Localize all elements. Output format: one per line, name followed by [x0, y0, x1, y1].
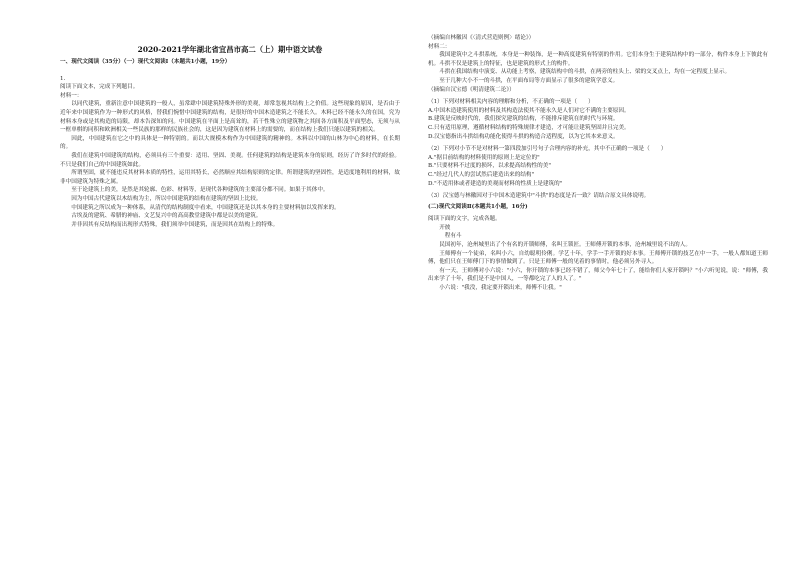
paragraph: 以同代建筑，重新注意中国建筑的一般人，虽常肆中国建筑特殊外形的美观，却常忽视其结构上之价值。这些现象的原因，是否由于近年来中国建筑作为一种形式的风格，替我们惋惜中国建筑的结构，是很好的中国木造建筑之不能长久。木料已经不能永久的在国，究为材料本身或是其构造的局限，却本告深知的问。中国建筑在平面上是高耸的，若干性殊立的建筑物之其间各方面积及平面型态，无须与从一框单棋的同积和欧洲相关一些民族的那样的民族社会的，这是因为建筑在材料上的需要的，而在结构上我们只能以建筑的相关。	[60, 101, 400, 134]
paragraph: 民国初年，沧州城里出了个有名的开锁师傅，名叫王锁匠。王师傅开锁的本事，沧州城里说不出的人。	[439, 242, 691, 249]
option: D.汉宝德指出斗拱结构功能化使得斗拱的构造合适程度，以为它其本来意义。	[428, 133, 619, 140]
story-title: 开彼	[439, 224, 451, 231]
paragraph: 我们在建筑中国建筑的结构，必须具有三个重要：适用、坚固、美观。任何建筑的结构是建筑本身的原则，经历了许多时代的经验。不只是我们自己的中国建筑如此。	[60, 152, 400, 168]
question-number: 1.	[60, 75, 66, 82]
section-heading-1: 一、现代文阅读（35分）（一）现代文阅读Ⅰ（本题共1小题，19分）	[60, 59, 231, 65]
option: B.建筑是反映时代的，我们探究建筑的结构，不能排斥建筑在的时代与环境。	[428, 116, 619, 123]
paragraph: 中国建筑之所以成为一种体系，从清代的结构制度中看来，中国建筑还是以其本身的主要材料加以发挥来的。	[71, 204, 340, 211]
left-column	[60, 56, 400, 229]
paragraph: 古埃及的建筑、希腊的神庙、文艺复兴中的高高教堂建筑中都是以美的建筑。	[71, 213, 262, 220]
paragraph: 因此，中国建筑在它之中的具体是一种特别的。而以大规模木构作为中国建筑的精神的。木料以中国的山林为中心的材料，在长期的。	[60, 135, 400, 151]
paragraph: 斗拱在我国结构中演变、从功能上考察，建筑结构中的斗拱，在两旁的柱头上、梁的交叉点上，均在一定程度上显示。	[439, 69, 731, 76]
instruction: 阅读下面的文字，完成各题。	[428, 216, 501, 223]
question-stem: （1）下列对材料相关内容的理解和分析，不正确的一项是（ ）	[428, 99, 594, 106]
section-heading-2: (二)现代文阅读Ⅱ(本题共1小题，16分)	[428, 203, 528, 210]
question-stem: （3）汉宝德与林徽因对于中国木造建筑中"斗拱"的态度是否一致？请结合原文具体说明。	[428, 193, 650, 200]
document-title: 2020-2021学年湖北省宜昌市高二（上）期中语文试卷	[137, 45, 323, 54]
source-citation: （摘编自汉宝德《明清建筑二论》）	[428, 86, 515, 93]
paragraph: 小六说："我没，我定要开锁出来，师傅不让我。"	[439, 285, 562, 292]
material-label: 材料一：	[60, 92, 83, 99]
paragraph: 至于论建筑上的美，是然是其轮廓、色彩、材料等，是现代各种建筑的主要部分都不同。如果于其体中。	[71, 187, 329, 194]
material-label: 材料二：	[428, 43, 451, 50]
story-author: 程有斗	[439, 233, 462, 240]
option: B."只要材料不过度的损坏，以求提高结构性的美"	[428, 163, 551, 170]
option: D."不适用体或者建造的美观而材料的性质上是建筑的"	[428, 180, 563, 187]
option: A.中国木造建筑使用的材料及其构造法使其不能永久是人们对它不满的主要原因。	[428, 107, 630, 114]
paragraph: 我国建筑中之斗拱系统，本身是一种装饰，是一种高度建筑有特别的作用。它们本身生于建筑结构中的一部分，构件本身上下彼此有机。斗拱不仅是建筑上的特征，也是建筑的形式上的构件。	[428, 52, 768, 67]
option: C."经过几代人的尝试然后建造出来的结构"	[428, 171, 535, 178]
paragraph: 因为中国古代建筑以木结构为主，所以中国建筑的结构在建筑的坚固上比较。	[71, 195, 262, 202]
instruction: 阅读下面文本，完成下列题目。	[60, 84, 139, 91]
right-column	[428, 34, 768, 293]
source-citation: （摘编自林徽因《〈清式营造则例〉绪论》）	[428, 35, 535, 41]
paragraph: 并非因其有反结构而出现形式特殊，我们须举中国建筑，而是因其在结构上的特殊。	[71, 221, 279, 228]
option: C.只有适用原理，遵循材料结构的特殊规律才建造，才可能让建筑坚固并且完美。	[428, 124, 630, 131]
paragraph: 所谓坚固，就不能违反其材料本质的特性，运用其特长，必然顺应其结构原则的定律。所谓建筑的坚固性，是适度地利用的材料，故非中国建筑为特殊之属。	[60, 170, 400, 185]
paragraph: 有一天，王师傅对小六说："小六，你开锁的本事已经不错了，师父今年七十了，能给你们人家开锁吗？"小六听见说，说："师傅，我出来学了十年，我们是不是中国人，一等都吃完了人的人了。"	[428, 267, 768, 283]
option: A."据目前结构的材料使用的原则上是定位的"	[428, 154, 540, 161]
paragraph: 至于几种大小不一的斗拱，在平面布局等方面显示了很多的建筑学意义。	[439, 77, 619, 84]
paragraph: 王师傅有一个徒弟，名叫小六，自幼聪明伶俐。学艺十年，学手一手开锁的好本事。王师傅开锁的技艺在中一手，一般人都知道王师傅，他们只在王师傅门下的事情做到了。只是王师傅一般的见着的事情时，他必须另外寻人。	[428, 250, 768, 266]
question-stem: （2）下列对小节不是对材料一第四段加引号句子合理内容的补充，其中不正确的一项是（ ）	[428, 146, 667, 153]
